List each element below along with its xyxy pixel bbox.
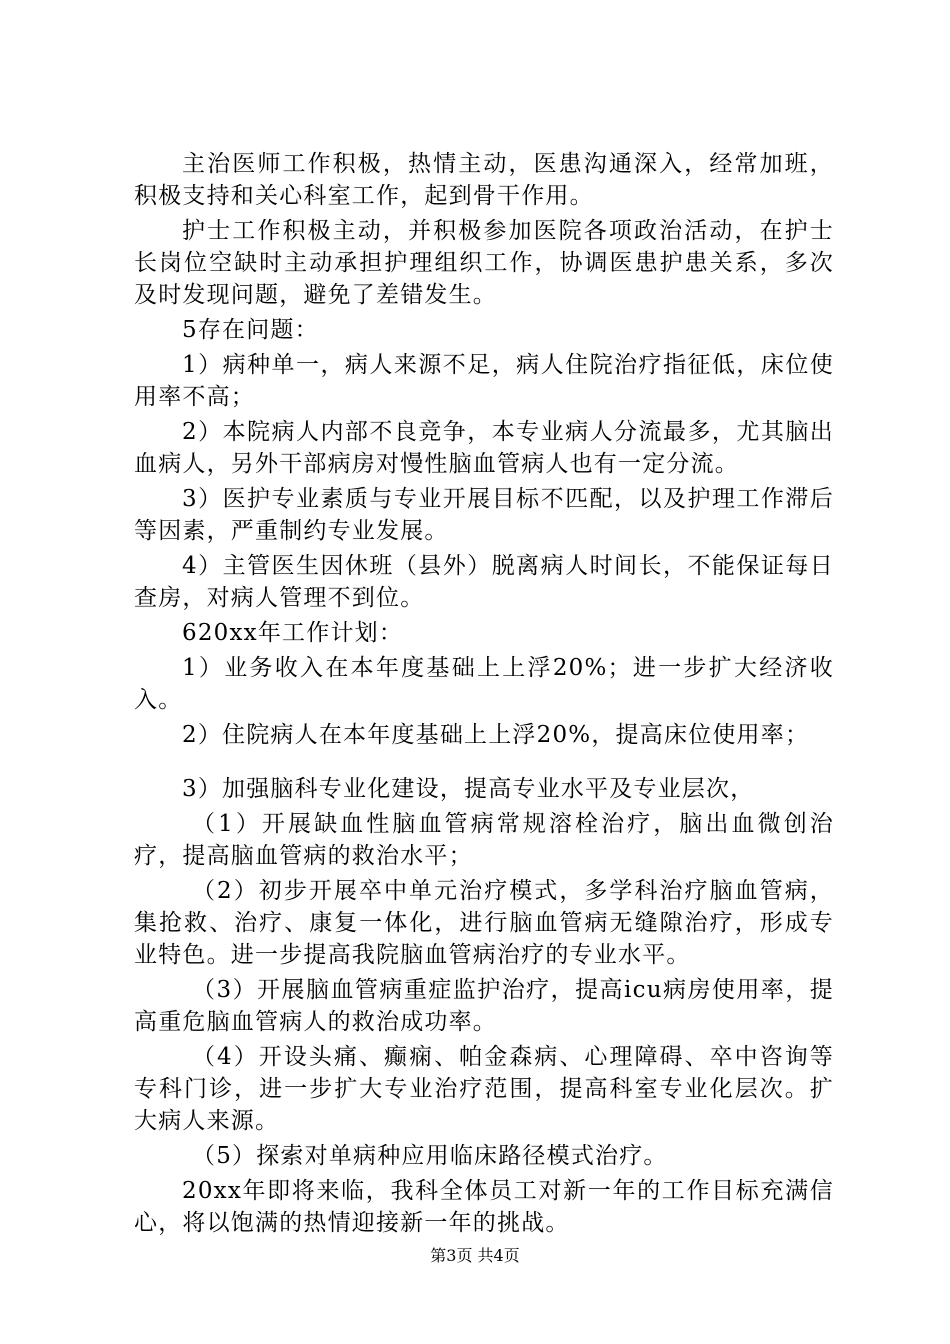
plan-item-3: 3）加强脑科专业化建设，提高专业水平及专业层次， [182,776,755,802]
plan-subitem-5: （5）探索对单病种应用临床路径模式治疗。 [192,1143,668,1169]
plan-subitem-2: （2）初步开展卒中单元治疗模式，多学科治疗脑血管病，集抢救、治疗、康复一体化，进行脑血管病无缝隙治疗，形成专业特色。进一步提高我院脑血管病治疗的专业水平。 [134,878,834,968]
problem-item-4: 4）主管医生因休班（县外）脱离病人时间长，不能保证每日查房，对病人管理不到位。 [134,553,834,611]
plan-subitem-1: （1）开展缺血性脑血管病常规溶栓治疗，脑出血微创治疗，提高脑血管病的救治水平； [134,811,834,869]
problem-item-2: 2）本院病人内部不良竞争，本专业病人分流最多，尤其脑出血病人，另外干部病房对慢性脑血管病人也有一定分流。 [134,419,834,477]
plan-subitem-4: （4）开设头痛、癫痫、帕金森病、心理障碍、卒中咨询等专科门诊，进一步扩大专业治疗范围，提高科室专业化层次。扩大病人来源。 [134,1044,834,1134]
problem-item-1: 1）病种单一，病人来源不足，病人住院治疗指征低，床位使用率不高； [134,352,834,410]
document-body [134,148,834,1242]
plan-item-1: 1）业务收入在本年度基础上上浮20%；进一步扩大经济收入。 [134,655,834,713]
paragraph-closing: 20xx年即将来临，我科全体员工对新一年的工作目标充满信心，将以饱满的热情迎接新一年的挑战。 [134,1178,834,1236]
heading-work-plan: 620xx年工作计划： [182,620,404,646]
plan-subitem-3: （3）开展脑血管病重症监护治疗，提高icu病房使用率，提高重危脑血管病人的救治成功率。 [134,977,834,1035]
plan-item-2: 2）住院病人在本年度基础上上浮20%，提高床位使用率； [182,722,810,748]
problem-item-3: 3）医护专业素质与专业开展目标不匹配，以及护理工作滞后等因素，严重制约专业发展。 [134,486,834,544]
page-footer: 第3页 共4页 [430,1246,520,1265]
paragraph-nurse: 护士工作积极主动，并积极参加医院各项政治活动，在护士长岗位空缺时主动承担护理组织工作，协调医患护患关系，多次及时发现问题，避免了差错发生。 [134,218,834,308]
paragraph-attending-physician: 主治医师工作积极，热情主动，医患沟通深入，经常加班，积极支持和关心科室工作，起到骨干作用。 [134,151,834,209]
heading-problems: 5存在问题： [182,317,319,343]
